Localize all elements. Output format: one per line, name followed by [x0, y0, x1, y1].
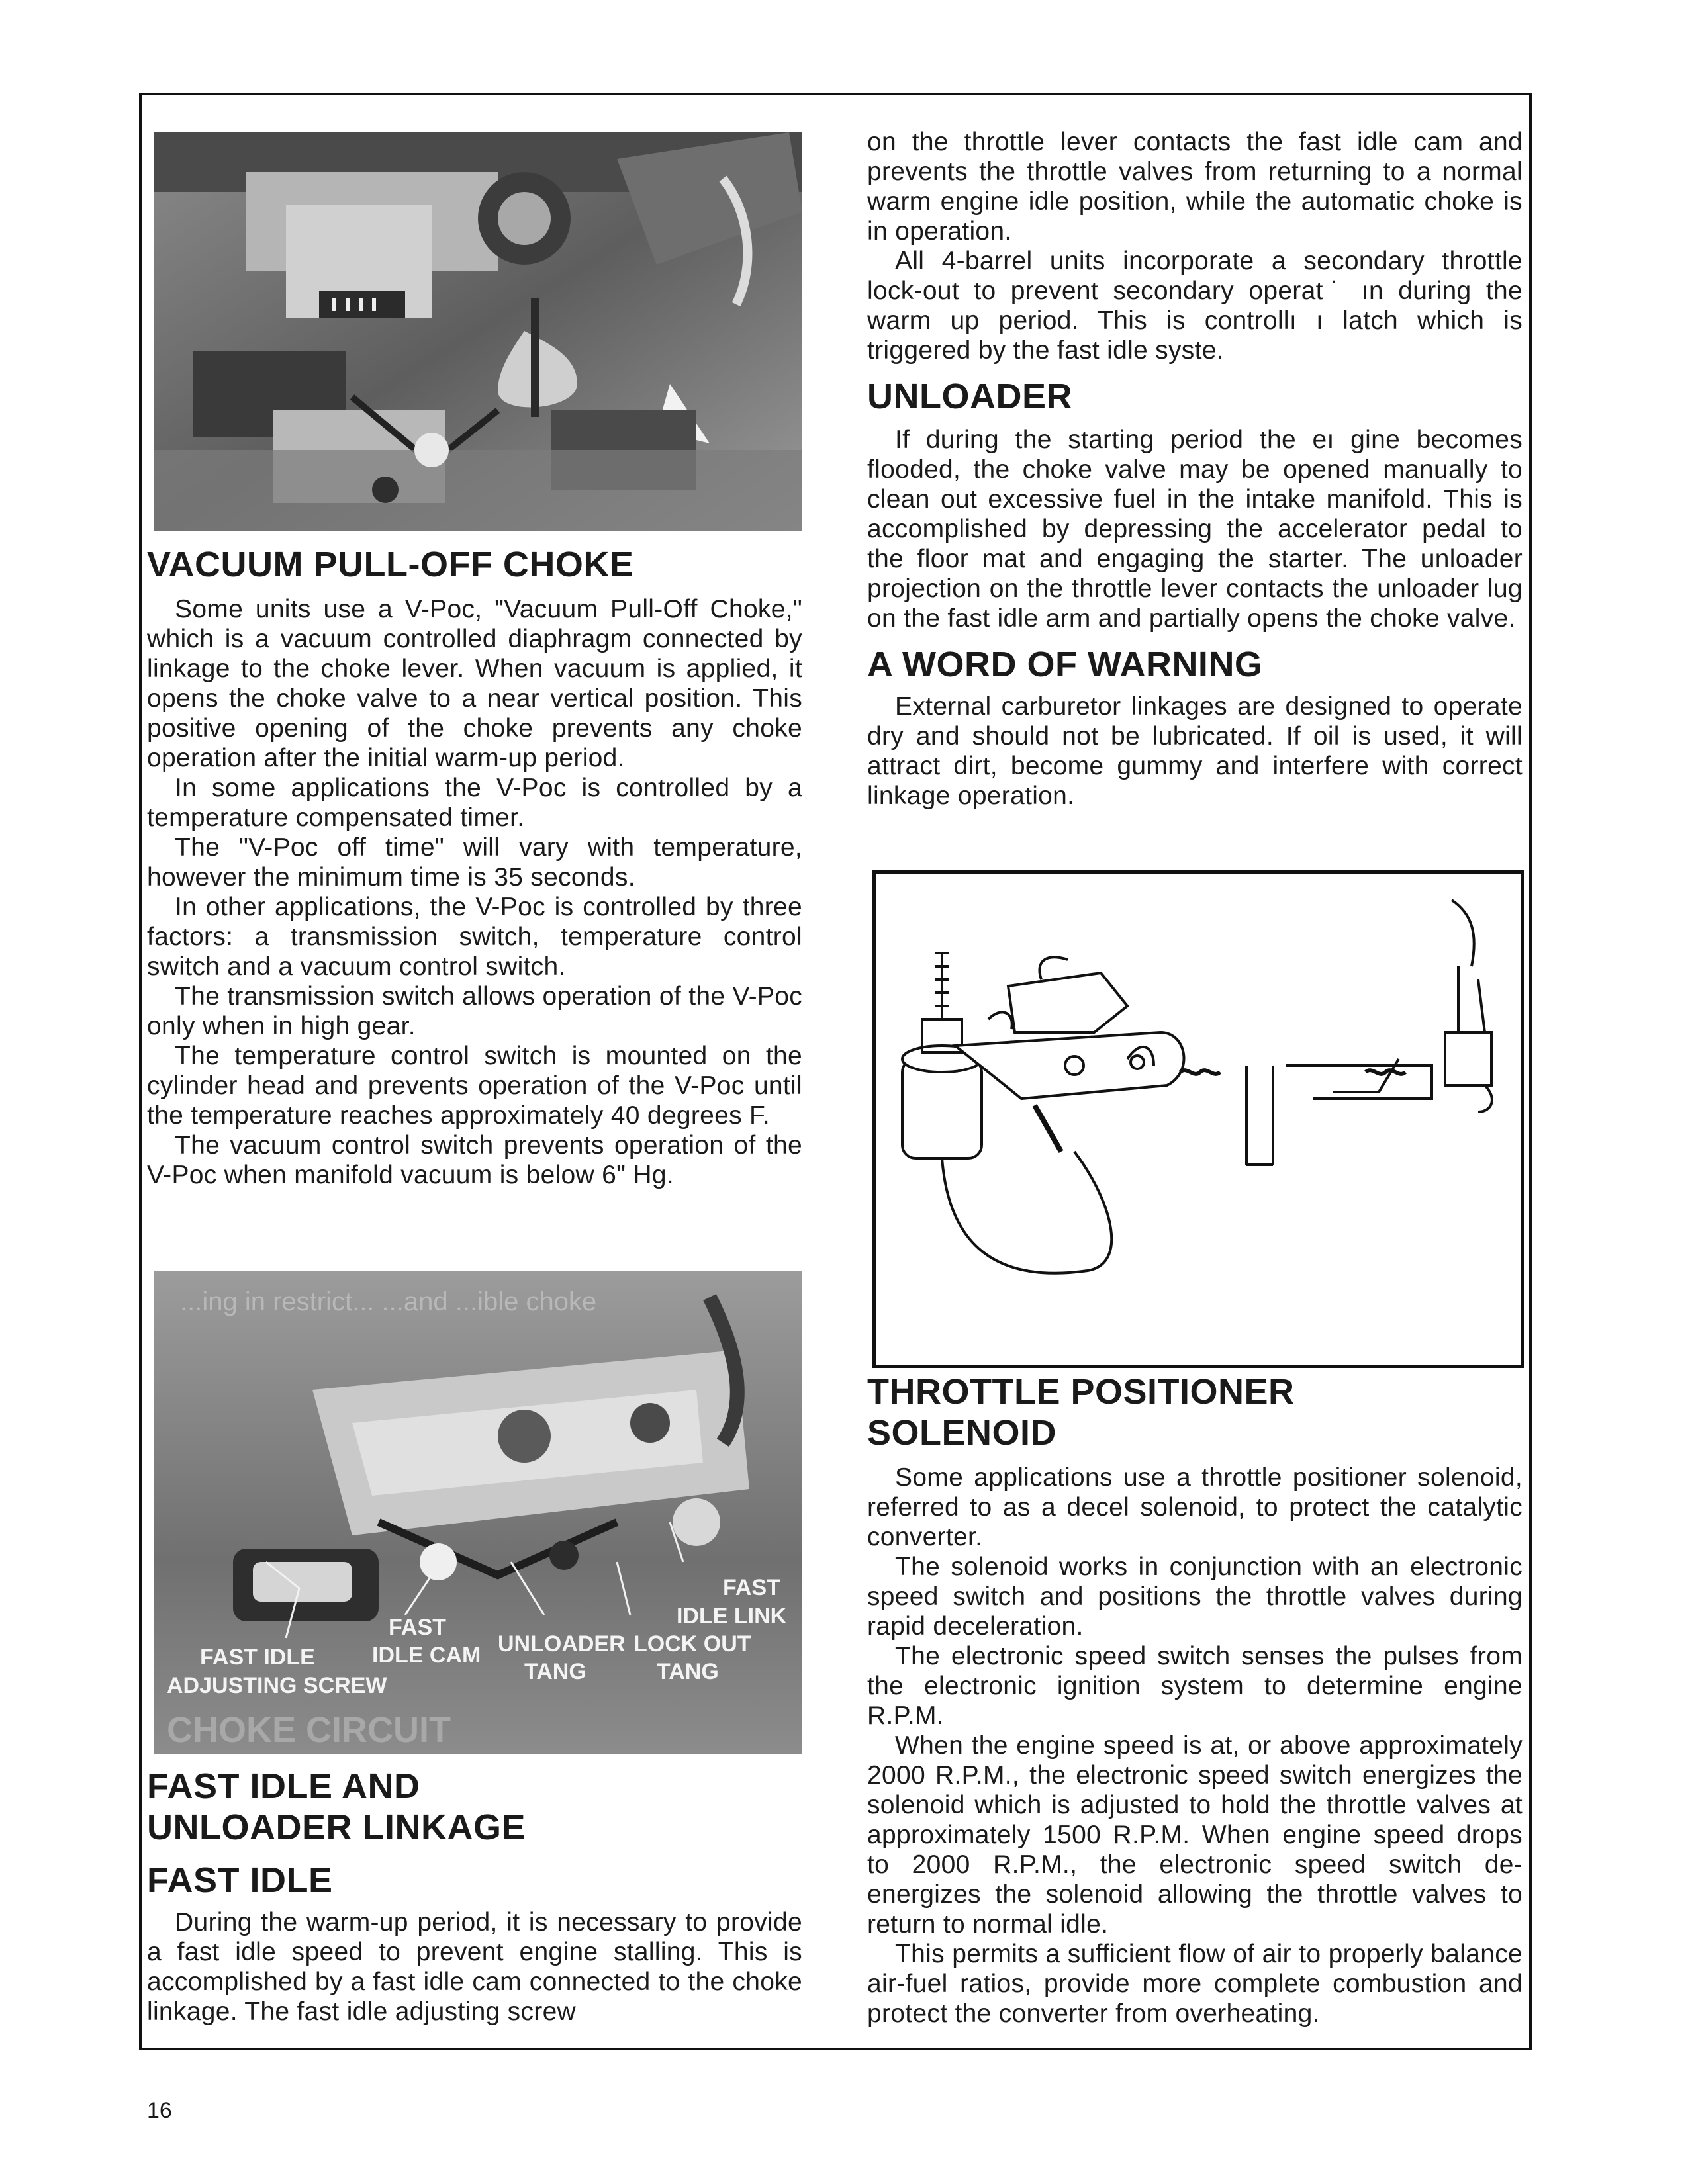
fast-idle-linkage-photo	[154, 1271, 802, 1754]
vacuum-paragraph: Some units use a V-Poc, "Vacuum Pull-Off Choke," which is a vacuum controlled diaphragm connected by linkage to the choke lever. When vacuum is applied, it opens the choke valve to a near vertical position. This positive opening of the choke prevents any choke operation after the initial warm-up period.	[147, 595, 802, 772]
carburetor-photo-1	[154, 132, 802, 531]
throttle-heading-line2: SOLENOID	[867, 1413, 1057, 1453]
page-number: 16	[147, 2098, 172, 2123]
carburetor-photo-2	[154, 1271, 802, 1754]
throttle-paragraph: The electronic speed switch senses the pulses from the electronic ignition system to determine engine R.P.M.	[867, 1642, 1523, 1730]
label-lock-out: LOCK OUT	[633, 1631, 751, 1657]
unloader-paragraph: If during the starting period the eı gine becomes flooded, the choke valve may be opened manually to clean out excessive fuel in the intake manifold. This is accomplished by depressing the accelerator pedal to the floor mat and engaging the starter. The unloader projection on the throttle lever contacts the unloader lug on the fast idle arm and partially opens the choke valve.	[867, 426, 1523, 633]
throttle-paragraph: This permits a sufficient flow of air to properly balance air-fuel ratios, provide more complete combustion and protect the converter from overheating.	[867, 1940, 1523, 2028]
vacuum-pull-off-choke-photo	[154, 132, 802, 531]
faded-photo-text-top: ...ing in restrict... ...and ...ible choke	[180, 1287, 597, 1316]
fast-idle-section	[147, 1766, 802, 2026]
solenoid-diagram	[872, 870, 1524, 1368]
fast-idle-heading-line1: FAST IDLE AND	[147, 1766, 420, 1806]
label-unloader: UNLOADER	[498, 1631, 626, 1657]
vacuum-pull-off-section	[147, 544, 802, 1190]
throttle-paragraph: The solenoid works in conjunction with an electronic speed switch and positions the throttle valves during rapid deceleration.	[867, 1553, 1523, 1641]
label-fast-link: FAST	[723, 1575, 780, 1600]
vacuum-paragraph: The "V-Poc off time" will vary with temperature, however the minimum time is 35 seconds.	[147, 833, 802, 891]
warning-heading: A WORD OF WARNING	[867, 645, 1263, 684]
label-idle-cam: IDLE CAM	[372, 1643, 481, 1668]
label-idle-link: IDLE LINK	[677, 1604, 787, 1629]
vacuum-paragraph: In other applications, the V-Poc is controlled by three factors: a transmission switch, temperature control switch and a vacuum control switch.	[147, 893, 802, 981]
vacuum-paragraph: In some applications the V-Poc is controlled by a temperature compensated timer.	[147, 774, 802, 832]
warning-paragraph: External carburetor linkages are designed to operate dry and should not be lubricated. If oil is used, it will attract dirt, become gummy and interfere with correct linkage operation.	[867, 692, 1523, 810]
vacuum-paragraph: The vacuum control switch prevents operation of the V-Poc when manifold vacuum is below 6" Hg.	[147, 1131, 802, 1189]
fast-idle-paragraph: During the warm-up period, it is necessary to provide a fast idle speed to prevent engine stalling. This is accomplished by a fast idle cam connected to the choke linkage. The fast idle adjusting screw	[147, 1908, 802, 2026]
vacuum-pull-off-heading: VACUUM PULL-OFF CHOKE	[147, 545, 634, 584]
throttle-paragraph: When the engine speed is at, or above approximately 2000 R.P.M., the electronic speed switch energizes the solenoid which is adjusted to hold the throttle valves at approximately 1500 R.P.M. When engine speed drops to 2000 R.P.M., the electronic speed switch de-energizes the solenoid allowing the throttle valves to return to normal idle.	[867, 1731, 1523, 1938]
vacuum-paragraph: The transmission switch allows operation of the V-Poc only when in high gear.	[147, 982, 802, 1040]
throttle-positioner-section	[867, 1371, 1523, 2028]
fast-idle-subheading: FAST IDLE	[147, 1860, 333, 1900]
throttle-heading-line1: THROTTLE POSITIONER	[867, 1372, 1295, 1412]
faded-photo-text-bottom: CHOKE CIRCUIT	[167, 1710, 451, 1750]
vacuum-paragraph: The temperature control switch is mounted on the cylinder head and prevents operation of the V-Poc until the temperature reaches approximately 40 degrees F.	[147, 1042, 802, 1130]
right-column-top	[867, 127, 1523, 811]
fast-idle-heading-line2: UNLOADER LINKAGE	[147, 1807, 526, 1847]
continued-paragraph: on the throttle lever contacts the fast idle cam and prevents the throttle valves from returning to a normal warm engine idle position, while the automatic choke is in operation.	[867, 128, 1523, 246]
label-lock-out-tang: TANG	[657, 1659, 719, 1684]
continued-paragraph: All 4-barrel units incorporate a secondary throttle lock-out to prevent secondary operat˙ ın during the warm up period. This is controllı ı latch which is triggered by the fast idle syste.	[867, 247, 1523, 365]
label-fast: FAST	[389, 1615, 446, 1640]
label-tang: TANG	[524, 1659, 586, 1684]
throttle-solenoid-drawing	[876, 874, 1521, 1365]
throttle-paragraph: Some applications use a throttle positioner solenoid, referred to as a decel solenoid, to protect the catalytic converter.	[867, 1463, 1523, 1551]
label-adjusting-screw: ADJUSTING SCREW	[167, 1673, 387, 1698]
label-fast-idle: FAST IDLE	[200, 1645, 315, 1670]
unloader-heading: UNLOADER	[867, 377, 1072, 416]
